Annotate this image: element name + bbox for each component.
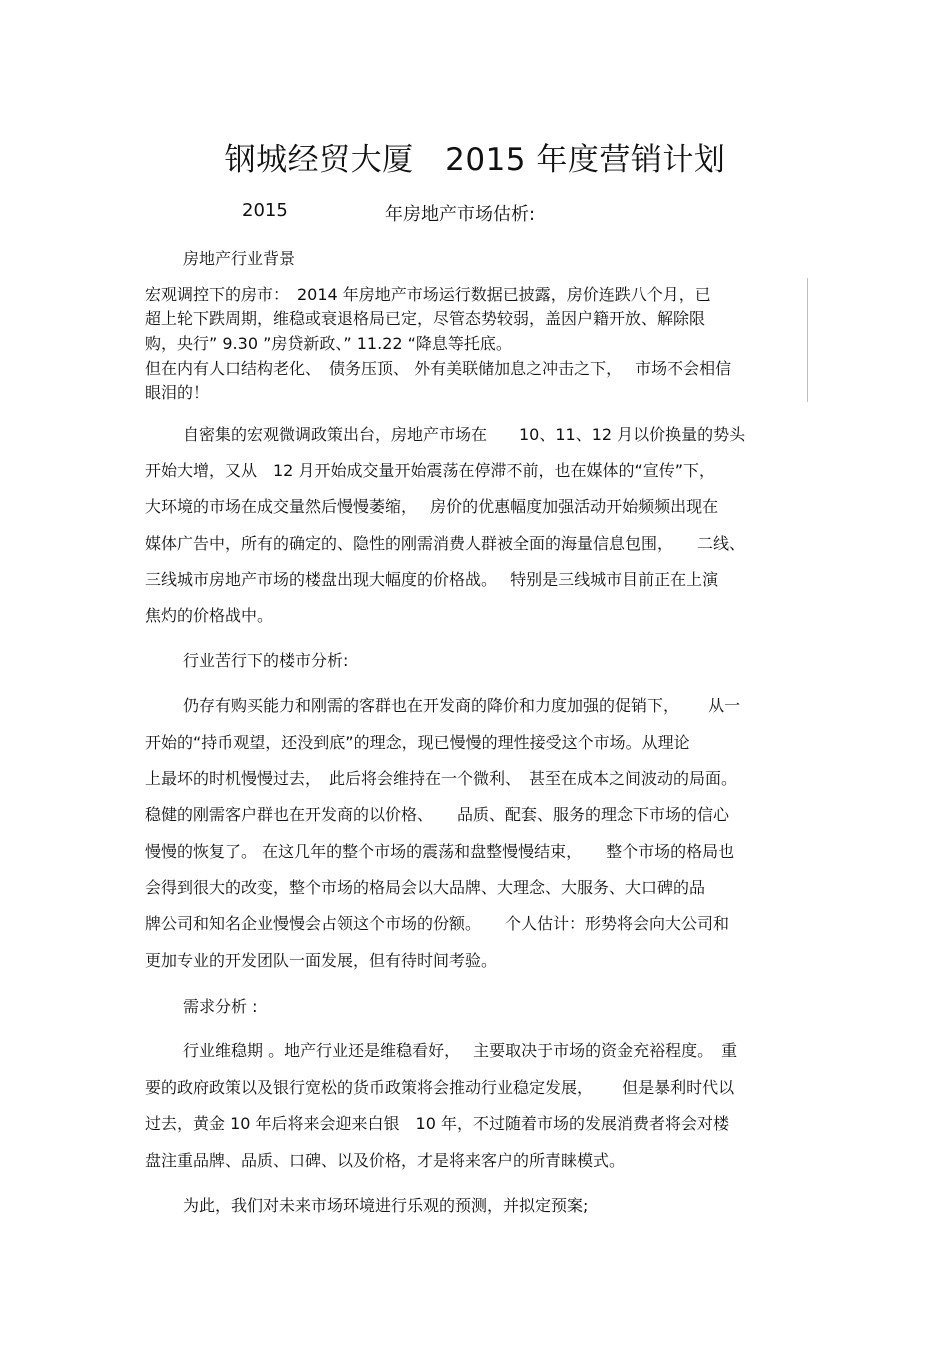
paragraph-line: 更加专业的开发团队一面发展，但有待时间考验。 xyxy=(145,951,498,970)
paragraph-line: 行业维稳期 。地产行业还是维稳看好， 主要取决于市场的资金充裕程度。 重 xyxy=(183,1041,738,1060)
paragraph-line: 上最坏的时机慢慢过去， 此后将会维持在一个微利、 甚至在成本之间波动的局面。 xyxy=(145,769,738,788)
paragraph-line: 三线城市房地产市场的楼盘出现大幅度的价格战。 特别是三线城市目前正在上演 xyxy=(145,570,719,589)
paragraph-line: 焦灼的价格战中。 xyxy=(145,606,274,625)
box-right-border xyxy=(807,278,808,402)
paragraph-line: 过去，黄金 10 年后将来会迎来白银 10 年，不过随着市场的发展消费者将会对楼 xyxy=(145,1114,729,1133)
macro-line: 超上轮下跌周期，维稳或衰退格局已定，尽管态势较弱，盖因户籍开放、解除限 xyxy=(145,309,706,328)
subtitle-text: 年房地产市场估析: xyxy=(385,204,536,225)
macro-line: 宏观调控下的房市： 2014 年房地产市场运行数据已披露，房价连跌八个月，已 xyxy=(145,285,711,304)
paragraph-line: 要的政府政策以及银行宽松的货币政策将会推动行业稳定发展， 但是暴利时代以 xyxy=(145,1078,735,1097)
paragraph-line: 慢慢的恢复了。 在这几年的整个市场的震荡和盘整慢慢结束， 整个市场的格局也 xyxy=(145,842,735,861)
page-title: 钢城经贸大厦 2015 年度营销计划 xyxy=(224,142,726,178)
section-heading-market-analysis: 行业苦行下的楼市分析: xyxy=(183,651,349,670)
macro-line: 购，央行” 9.30 ”房贷新政、” 11.22 “降息等托底。 xyxy=(145,334,512,353)
paragraph-line: 媒体广告中，所有的确定的、隐性的刚需消费人群被全面的海量信息包围， 二线、 xyxy=(145,534,746,553)
section-heading-industry-background: 房地产行业背景 xyxy=(183,249,296,268)
closing-line: 为此，我们对未来市场环境进行乐观的预测，并拟定预案; xyxy=(183,1196,589,1215)
paragraph-line: 开始大增，又从 12 月开始成交量开始震荡在停滞不前，也在媒体的“宣传”下， xyxy=(145,461,716,480)
section-heading-demand-analysis: 需求分析 : xyxy=(183,997,258,1016)
subtitle-year: 2015 xyxy=(242,200,288,221)
paragraph-line: 仍存有购买能力和刚需的客群也在开发商的降价和力度加强的促销下， 从一 xyxy=(183,696,741,715)
macro-line: 眼泪的！ xyxy=(145,383,210,402)
paragraph-line: 稳健的刚需客户群也在开发商的以价格、 品质、配套、服务的理念下市场的信心 xyxy=(145,805,730,824)
paragraph-line: 大环境的市场在成交量然后慢慢萎缩， 房价的优惠幅度加强活动开始频频出现在 xyxy=(145,497,719,516)
paragraph-line: 盘注重品牌、品质、口碑、以及价格，才是将来客户的所青睐模式。 xyxy=(145,1151,626,1170)
paragraph-line: 会得到很大的改变，整个市场的格局会以大品牌、大理念、大服务、大口碑的品 xyxy=(145,878,706,897)
macro-line: 但在内有人口结构老化、 债务压顶、 外有美联储加息之冲击之下， 市场不会相信 xyxy=(145,359,732,378)
paragraph-line: 牌公司和知名企业慢慢会占领这个市场的份额。 个人估计：形势将会向大公司和 xyxy=(145,914,730,933)
paragraph-line: 开始的“持币观望，还没到底”的理念，现已慢慢的理性接受这个市场。从理论 xyxy=(145,733,690,752)
paragraph-line: 自密集的宏观微调政策出台，房地产市场在 10、11、12 月以价换量的势头 xyxy=(183,425,746,444)
